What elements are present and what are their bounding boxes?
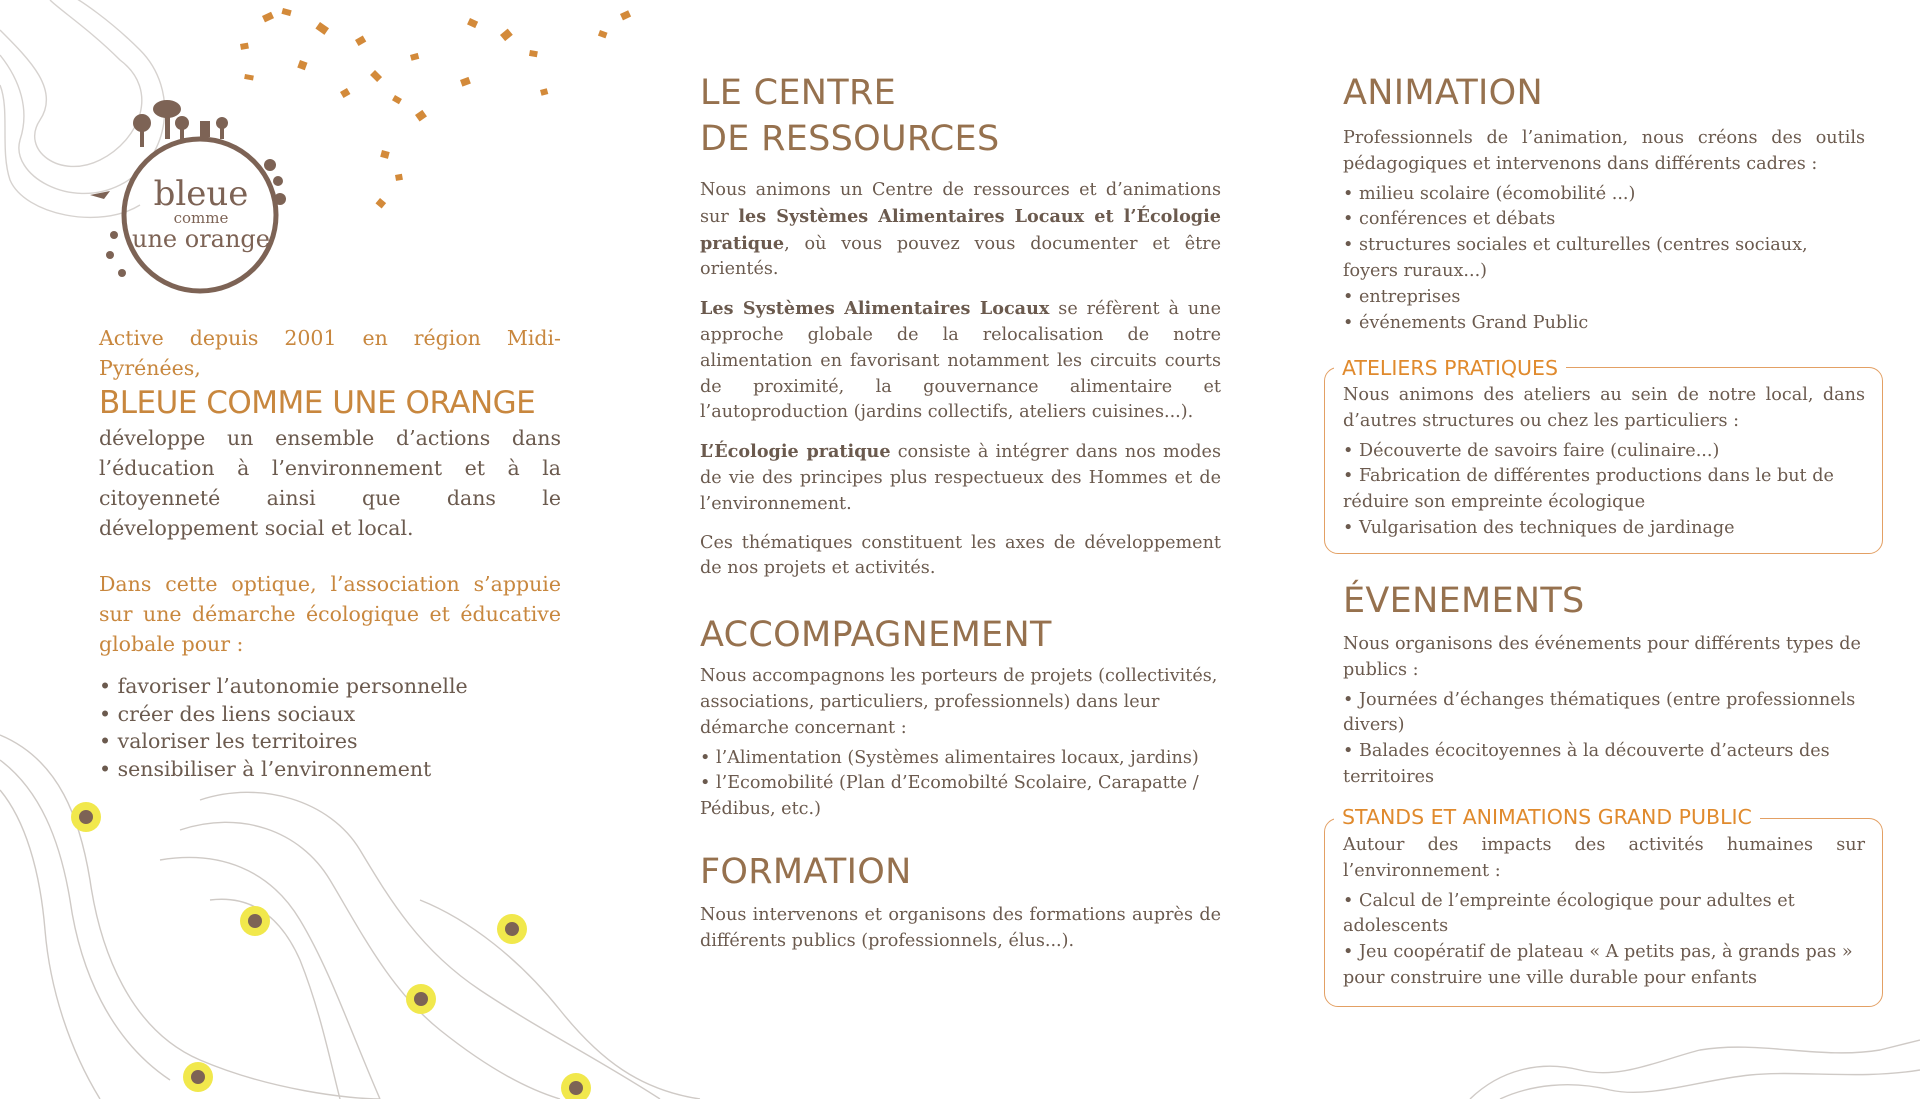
list-item: • favoriser l’autonomie personnelle — [99, 673, 561, 701]
centre-paragraph-1 — [700, 178, 1221, 283]
list-item: • sensibiliser à l’environnement — [99, 756, 561, 784]
accompagnement-list — [700, 746, 1221, 823]
logo-word-une-orange: une orange — [132, 225, 270, 253]
intro-text: développe un ensemble d’actions dans l’éducation à l’environnement et à la citoyenneté ainsi que dans le développement social et local. — [99, 426, 561, 540]
middle-column — [700, 70, 1221, 968]
list-item: • Vulgarisation des techniques de jardinage — [1343, 516, 1865, 542]
centre-title-line1: LE CENTRE — [700, 73, 896, 113]
evenements-text: Nous organisons des événements pour différents types de publics : — [1343, 634, 1861, 680]
list-item: • structures sociales et culturelles (centres sociaux, foyers ruraux...) — [1343, 233, 1865, 285]
logo — [80, 95, 320, 300]
centre-paragraph-2 — [700, 296, 1221, 426]
list-item: • événements Grand Public — [1343, 311, 1865, 337]
list-item: • créer des liens sociaux — [99, 701, 561, 729]
formation-text: Nous intervenons et organisons des formations auprès de différents publics (professionnels, élus...). — [700, 904, 1221, 951]
centre-title-line2: DE RESSOURCES — [700, 119, 1000, 159]
formation-title: FORMATION — [700, 851, 912, 892]
list-item: • Fabrication de différentes productions dans le but de réduire son empreinte écologique — [1343, 464, 1865, 516]
ateliers-text: Nous animons des ateliers au sein de notre local, dans d’autres structures ou chez les particuliers : — [1343, 385, 1865, 431]
animation-list — [1343, 182, 1865, 337]
list-item: • l’Ecomobilité (Plan d’Ecomobilté Scolaire, Carapatte / Pédibus, etc.) — [700, 771, 1221, 823]
animation-text: Professionnels de l’animation, nous créons des outils pédagogiques et intervenons dans différents cadres : — [1343, 128, 1865, 174]
brand-name: BLEUE COMME UNE ORANGE — [99, 385, 536, 421]
logo-word-comme: comme — [173, 209, 229, 227]
intro-paragraph — [99, 323, 561, 543]
map-dots — [71, 802, 591, 1099]
logo-word-bleue: bleue — [153, 174, 249, 214]
list-item: • l’Alimentation (Systèmes alimentaires locaux, jardins) — [700, 746, 1221, 772]
list-item: • Calcul de l’empreinte écologique pour adultes et adolescents — [1343, 889, 1865, 941]
stands-title: STANDS ET ANIMATIONS GRAND PUBLIC — [1334, 805, 1760, 829]
list-item: • Découverte de savoirs faire (culinaire...) — [1343, 439, 1865, 465]
centre-title — [700, 70, 1221, 162]
accompagnement-title: ACCOMPAGNEMENT — [700, 615, 1052, 656]
text-run: , où vous pouvez vous documenter et être orientés. — [700, 233, 1221, 280]
list-item: • Journées d’échanges thématiques (entre professionnels divers) — [1343, 688, 1865, 740]
right-column — [1343, 70, 1865, 336]
text-run: consiste à intégrer dans nos modes de vie des principes plus respectueux des Hommes et de l’environnement. — [700, 442, 1221, 514]
highlight-text: les Systèmes Alimentaires Locaux et l’Écologie pratique — [700, 205, 1221, 254]
list-item: • Balades écocitoyennes à la découverte d’acteurs des territoires — [1343, 739, 1865, 791]
intro-column — [99, 323, 561, 783]
highlight-text: Les Systèmes Alimentaires Locaux — [700, 298, 1050, 320]
centre-paragraph-4: Ces thématiques constituent les axes de développement de nos projets et activités. — [700, 532, 1221, 579]
stands-list — [1343, 889, 1865, 992]
list-item: • valoriser les territoires — [99, 728, 561, 756]
list-item: • Jeu coopératif de plateau « A petits pas, à grands pas » pour construire une ville durable pour enfants — [1343, 940, 1865, 992]
list-item: • entreprises — [1343, 285, 1865, 311]
evenements-title: ÉVENEMENTS — [1343, 581, 1585, 621]
stands-text: Autour des impacts des activités humaines sur l’environnement : — [1343, 835, 1865, 881]
accompagnement-text: Nous accompagnons les porteurs de projets (collectivités, associations, particuliers, professionnels) dans leur démarche concernant : — [700, 666, 1218, 738]
intro-approach-text: Dans cette optique, l’association s’appuie sur une démarche écologique et éducative globale pour : — [99, 572, 561, 656]
highlight-text: L’Écologie pratique — [700, 441, 891, 463]
list-item: • conférences et débats — [1343, 207, 1865, 233]
list-item: • milieu scolaire (écomobilité ...) — [1343, 182, 1865, 208]
evenements-section — [1343, 578, 1865, 791]
ateliers-content — [1343, 383, 1865, 542]
intro-goals-list — [99, 673, 561, 783]
ateliers-list — [1343, 439, 1865, 542]
evenements-list — [1343, 688, 1865, 791]
stands-content — [1343, 833, 1865, 992]
text-run: se réfèrent à une approche globale de la relocalisation de notre alimentation en favorisant notamment les circuits courts de proximité, la gouvernance alimentaire et l’autoproduction (jardins collectifs, ateliers cuisines...). — [700, 299, 1221, 423]
animation-title: ANIMATION — [1343, 73, 1544, 113]
intro-lead-line: Active depuis 2001 en région Midi-Pyrénées, — [99, 326, 561, 380]
centre-paragraph-3 — [700, 439, 1221, 517]
ateliers-title: ATELIERS PRATIQUES — [1334, 356, 1566, 380]
text-run: Nous animons un Centre de ressources et d’animations sur — [700, 180, 1221, 227]
